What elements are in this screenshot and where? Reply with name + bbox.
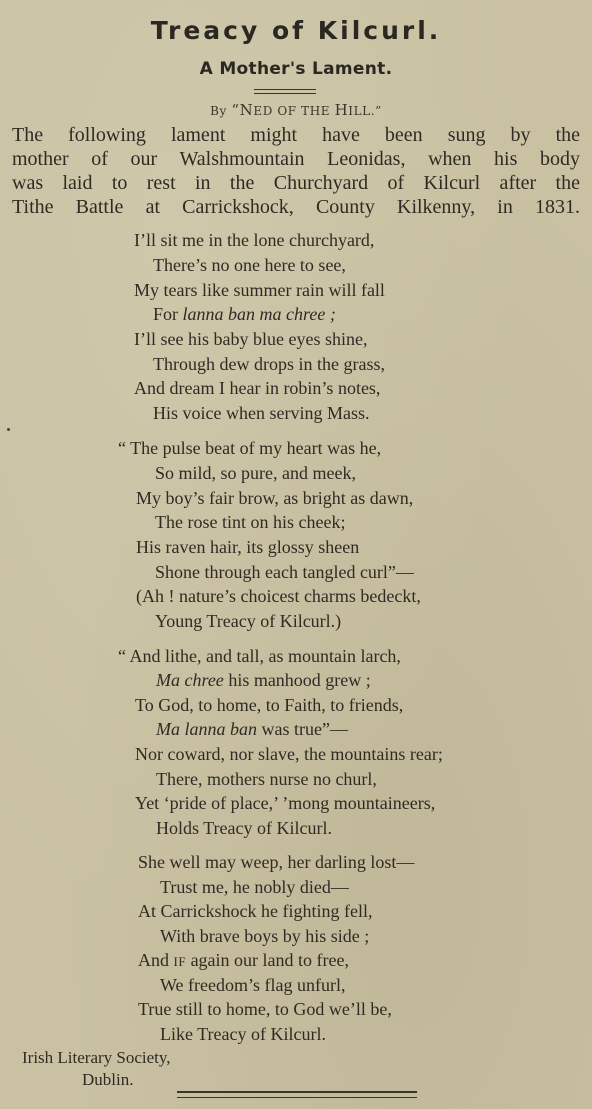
byline-rest-2: ILL.” [348,104,382,118]
poem-line: Trust me, he nobly died— [160,877,349,897]
byline-cap-n: N [239,101,254,119]
poem-line: (Ah ! nature’s choicest charms bedeckt, [136,586,421,606]
poem-line: Holds Treacy of Kilcurl. [156,818,332,838]
poem-line: True still to home, to God we’ll be, [138,999,392,1019]
poem-line-italic: Ma chree [156,670,224,690]
poem-line [153,303,336,325]
intro-line: The following lament might have been sung by the [12,124,580,146]
intro-paragraph [12,123,580,219]
poem-line: Through dew drops in the grass, [153,354,385,374]
byline-by: By [210,104,232,118]
credit-city: Dublin. [82,1070,134,1089]
poem-line: She well may weep, her darling lost— [138,852,415,872]
poem-line: Young Treacy of Kilcurl.) [155,611,342,631]
poem-line: We freedom’s flag unfurl, [160,975,346,995]
paper-speck [7,428,10,431]
poem-line: Yet ‘pride of place,’ ’mong mountaineers, [135,793,436,813]
credit-society: Irish Literary Society, [22,1048,171,1067]
author-byline [0,101,592,119]
poem-line-text: was true”— [257,719,348,739]
bottom-double-rule [177,1091,417,1098]
poem-line: My tears like summer rain will fall [134,280,385,300]
poem-line: My boy’s fair brow, as bright as dawn, [136,488,414,508]
byline-quote: “ [231,101,240,119]
poem-line: His voice when serving Mass. [153,403,370,423]
poem-line: “ And lithe, and tall, as mountain larch, [118,646,401,666]
poem-line [156,718,348,740]
poem-line-italic: Ma lanna ban [156,719,257,739]
poem-line-text: again our land to free, [186,950,349,970]
poem-line: There’s no one here to see, [153,255,346,275]
poem-line: Like Treacy of Kilcurl. [160,1024,326,1044]
poem-subtitle: A Mother's Lament. [199,59,393,79]
byline-rest-1: ED OF THE [253,104,335,118]
poem-line-smallcaps: IF [173,954,187,969]
poem-line: To God, to home, to Faith, to friends, [135,695,404,715]
title-divider [254,89,316,94]
intro-line: Tithe Battle at Carrickshock, County Kilkenny, in 1831. [12,196,580,218]
poem-line: With brave boys by his side ; [160,926,370,946]
intro-line: was laid to rest in the Churchyard of Kilcurl after the [12,172,580,194]
poem-line-text: For [153,304,183,324]
poem-line-italic: lanna ban ma chree ; [182,304,336,324]
poem-line: And dream I hear in robin’s notes, [134,378,381,398]
poem-line: Shone through each tangled curl”— [155,562,414,582]
poem-line-text: And [138,950,174,970]
poem-line [156,669,371,691]
byline-cap-h: H [334,101,349,119]
poem-line: So mild, so pure, and meek, [155,463,356,483]
poem-line: Nor coward, nor slave, the mountains rear; [135,744,443,764]
intro-line: mother of our Walshmountain Leonidas, when his body [12,148,580,170]
poem-line: There, mothers nurse no churl, [156,769,377,789]
poem-line: His raven hair, its glossy sheen [136,537,360,557]
poem-title: Treacy of Kilcurl. [150,16,442,45]
poem-line: I’ll see his baby blue eyes shine, [134,329,368,349]
poem-line-text: his manhood grew ; [223,670,371,690]
poem-line: The rose tint on his cheek; [155,512,346,532]
poem-line [138,949,349,973]
poem-line: At Carrickshock he fighting fell, [138,901,373,921]
poem-line: “ The pulse beat of my heart was he, [118,438,382,458]
poem-line: I’ll sit me in the lone churchyard, [134,230,375,250]
